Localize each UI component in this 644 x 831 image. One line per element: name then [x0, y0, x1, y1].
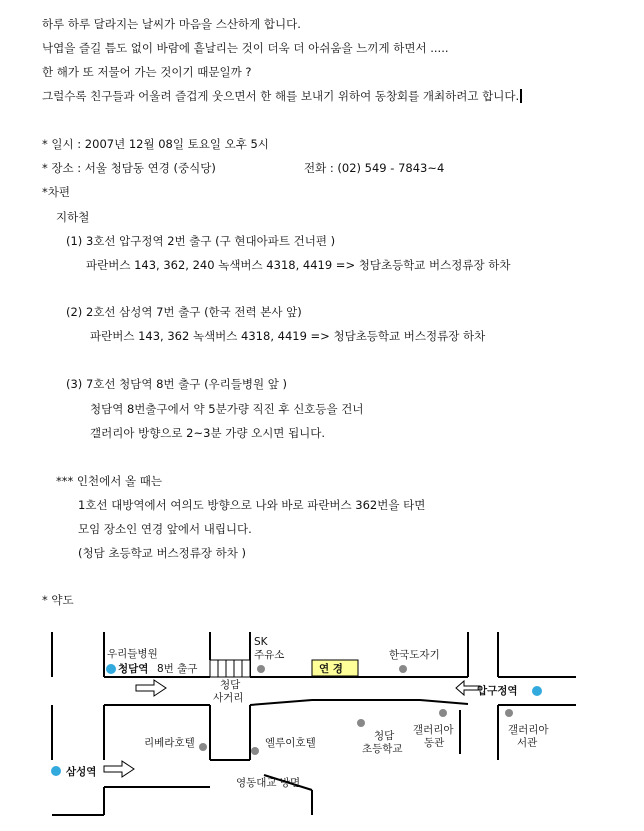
- event-date: * 일시 : 2007년 12월 08일 토요일 오후 5시: [42, 137, 269, 151]
- incheon-header: *** 인천에서 올 때는: [56, 474, 162, 488]
- subway-header: 지하철: [56, 210, 90, 224]
- label-yeongyeong: 연 경: [319, 663, 343, 675]
- label-sk-bottom: 주유소: [254, 649, 285, 661]
- route-3-walk-2: 갤러리아 방향으로 2~3분 가량 오시면 됩니다.: [90, 426, 326, 440]
- intro-line-2: 낙엽을 즐길 틈도 없이 바람에 흩날리는 것이 더욱 더 아쉬움을 느끼게 하면서 .....: [42, 41, 449, 55]
- route-2-title: (2) 2호선 삼성역 7번 출구 (한국 전력 본사 앞): [66, 305, 302, 319]
- label-galleria-east-top: 갤러리아: [413, 724, 454, 736]
- label-cheongdam-station: 청담역: [118, 663, 149, 675]
- label-intersection-bottom: 사거리: [213, 692, 244, 704]
- label-yeongdong-bridge: 영동대교 방면: [236, 777, 301, 789]
- sk-gas-dot: [257, 665, 265, 673]
- intro-line-3: 한 해가 또 저물어 가는 것이기 때문일까 ?: [42, 65, 252, 79]
- arrow-right-icon: [104, 761, 134, 777]
- incheon-line-3: (청담 초등학교 버스정류장 하차 ): [78, 546, 247, 560]
- label-school-bottom: 초등학교: [362, 743, 403, 755]
- galleria-east-dot: [439, 709, 447, 717]
- riviera-dot: [199, 743, 207, 751]
- school-dot: [357, 719, 365, 727]
- galleria-west-dot: [505, 709, 513, 717]
- route-1-bus: 파란버스 143, 362, 240 녹색버스 4318, 4419 => 청담초등학교 버스정류장 하차: [86, 258, 511, 272]
- intro-line-4-text: 그럴수록 친구들과 어울려 즐겁게 웃으면서 한 해를 보내기 위하여 동창회를 개최하려고 합니다.: [42, 89, 520, 103]
- cheongdam-station-dot: [106, 664, 116, 674]
- label-hankook-dojagi: 한국도자기: [389, 649, 440, 661]
- crosswalk: [210, 660, 250, 677]
- hankook-dojagi-dot: [399, 665, 407, 673]
- label-apgujeong-station: 압구정역: [477, 685, 518, 697]
- label-elui: 엘루이호텔: [265, 737, 316, 749]
- route-3-title: (3) 7호선 청담역 8번 출구 (우리들병원 앞 ): [66, 377, 288, 391]
- label-exit8: 8번 출구: [157, 663, 198, 675]
- route-1-title: (1) 3호선 압구정역 2번 출구 (구 현대아파트 건너편 ): [66, 234, 336, 248]
- label-sk-top: SK: [254, 636, 268, 648]
- label-galleria-west-top: 갤러리아: [508, 724, 549, 736]
- car-header: *차편: [42, 185, 70, 199]
- route-3-walk-1: 청담역 8번출구에서 약 5분가량 직진 후 신호등을 건너: [90, 402, 364, 416]
- route-2-bus: 파란버스 143, 362 녹색버스 4318, 4419 => 청담초등학교 버스정류장 하차: [90, 329, 486, 343]
- label-school-top: 청담: [374, 730, 395, 742]
- label-galleria-west-bottom: 서관: [517, 737, 538, 749]
- label-galleria-east-bottom: 동관: [424, 737, 445, 749]
- incheon-line-1: 1호선 대방역에서 여의도 방향으로 나와 바로 파란버스 362번을 타면: [78, 498, 426, 512]
- label-hospital: 우리들병원: [107, 648, 158, 660]
- apgujeong-station-dot: [532, 686, 542, 696]
- label-intersection-top: 청담: [220, 679, 241, 691]
- arrow-right-icon: [136, 680, 166, 696]
- elui-dot: [251, 747, 259, 755]
- incheon-line-2: 모임 장소인 연경 앞에서 내립니다.: [78, 522, 252, 536]
- map-header: * 약도: [42, 593, 74, 607]
- label-samsung-station: 삼성역: [66, 766, 97, 778]
- label-riviera: 리베라호텔: [144, 737, 195, 749]
- event-phone: 전화 : (02) 549 - 7843~4: [304, 161, 445, 175]
- intro-line-1: 하루 하루 달라지는 날씨가 마음을 스산하게 합니다.: [42, 17, 301, 31]
- samsung-station-dot: [51, 766, 61, 776]
- event-place: * 장소 : 서울 청담동 연경 (중식당): [42, 161, 216, 175]
